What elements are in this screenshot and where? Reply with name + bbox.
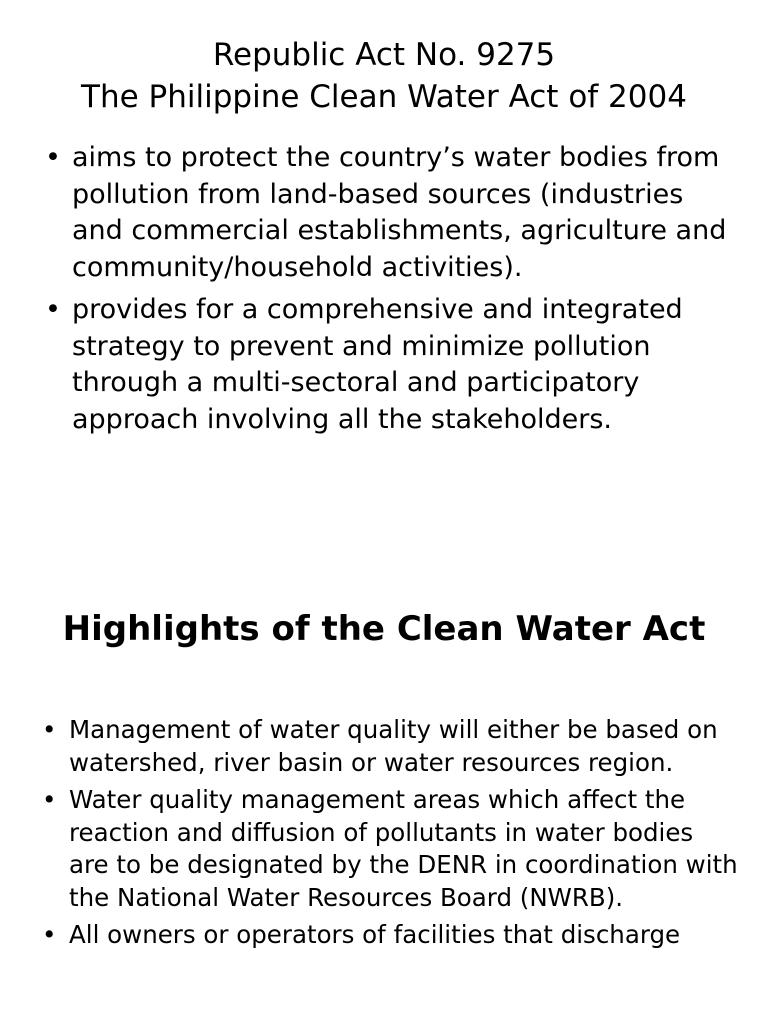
bullet-icon: • (42, 715, 57, 744)
slide-1-bullet-list (45, 140, 732, 444)
bullet-item (42, 714, 739, 779)
bullet-item (45, 140, 732, 286)
slide-2 (0, 560, 768, 1024)
bullet-text: aims to protect the country’s water bodies from pollution from land-based sources (industries and commercial establishments, agriculture and community/household activities). (72, 142, 727, 283)
bullet-text: provides for a comprehensive and integrated strategy to prevent and minimize pollution through a multi-sectoral and participatory approach involving all the stakeholders. (72, 294, 683, 435)
slide-2-title: Highlights of the Clean Water Act (62, 609, 706, 649)
bullet-icon: • (42, 785, 57, 814)
bullet-text: Water quality management areas which affect the reaction and diffusion of pollutants in water bodies are to be designated by the DENR in coordination with the National Water Resources Board (NWRB). (69, 785, 738, 912)
bullet-item (42, 919, 739, 952)
slide-2-bullet-list (42, 714, 739, 957)
bullet-item (45, 292, 732, 438)
title-line-2: The Philippine Clean Water Act of 2004 (81, 79, 687, 115)
bullet-item (42, 784, 739, 914)
bullet-text: All owners or operators of facilities that discharge (69, 920, 681, 949)
title-line-1: Republic Act No. 9275 (212, 37, 556, 73)
bullet-icon: • (45, 142, 61, 173)
bullet-icon: • (45, 294, 61, 325)
bullet-text: Management of water quality will either be based on watershed, river basin or water resources region. (69, 715, 718, 777)
slide-1-title (0, 34, 768, 118)
bullet-icon: • (42, 920, 57, 949)
